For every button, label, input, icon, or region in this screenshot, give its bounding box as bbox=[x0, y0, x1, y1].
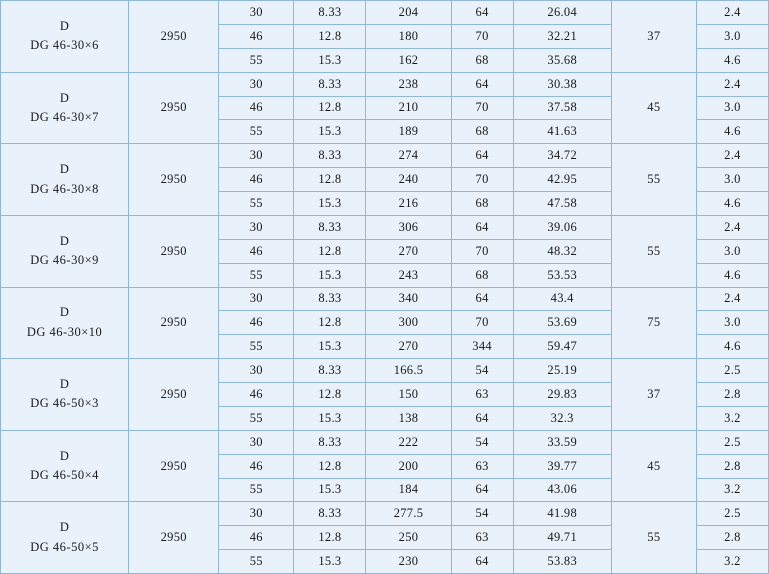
pump-model-name: DG 46-50×5 bbox=[30, 539, 99, 554]
weight-cell: 3.2 bbox=[696, 478, 768, 502]
power-cell: 43.06 bbox=[513, 478, 611, 502]
flow-cell: 55 bbox=[219, 263, 294, 287]
rotation-speed-cell: 2950 bbox=[129, 215, 219, 287]
power-cell: 49.71 bbox=[513, 526, 611, 550]
head-cell: 15.3 bbox=[294, 335, 366, 359]
pump-model-name: DG 46-30×8 bbox=[30, 181, 99, 196]
power-cell: 35.68 bbox=[513, 48, 611, 72]
weight-cell: 2.4 bbox=[696, 215, 768, 239]
pump-model-cell bbox=[1, 359, 129, 431]
weight-cell: 2.8 bbox=[696, 526, 768, 550]
table-row bbox=[1, 502, 769, 526]
efficiency-cell: 68 bbox=[451, 263, 513, 287]
weight-cell: 3.0 bbox=[696, 239, 768, 263]
power-cell: 39.77 bbox=[513, 454, 611, 478]
flow-cell: 55 bbox=[219, 478, 294, 502]
pump-model-prefix: D bbox=[59, 520, 70, 535]
lift-cell: 138 bbox=[366, 406, 451, 430]
flow-cell: 55 bbox=[219, 335, 294, 359]
power-cell: 34.72 bbox=[513, 144, 611, 168]
power-cell: 42.95 bbox=[513, 168, 611, 192]
pump-model-name: DG 46-30×9 bbox=[30, 253, 99, 268]
weight-cell: 3.0 bbox=[696, 168, 768, 192]
head-cell: 8.33 bbox=[294, 144, 366, 168]
weight-cell: 3.0 bbox=[696, 96, 768, 120]
efficiency-cell: 64 bbox=[451, 287, 513, 311]
flow-cell: 30 bbox=[219, 287, 294, 311]
power-cell: 43.4 bbox=[513, 287, 611, 311]
weight-cell: 3.2 bbox=[696, 406, 768, 430]
efficiency-cell: 64 bbox=[451, 406, 513, 430]
flow-cell: 55 bbox=[219, 550, 294, 574]
lift-cell: 162 bbox=[366, 48, 451, 72]
head-cell: 15.3 bbox=[294, 263, 366, 287]
table-row bbox=[1, 215, 769, 239]
weight-cell: 3.0 bbox=[696, 24, 768, 48]
lift-cell: 150 bbox=[366, 383, 451, 407]
head-cell: 12.8 bbox=[294, 454, 366, 478]
weight-cell: 2.5 bbox=[696, 430, 768, 454]
flow-cell: 30 bbox=[219, 1, 294, 25]
power-cell: 47.58 bbox=[513, 192, 611, 216]
power-cell: 30.38 bbox=[513, 72, 611, 96]
lift-cell: 216 bbox=[366, 192, 451, 216]
lift-cell: 270 bbox=[366, 335, 451, 359]
weight-cell: 2.4 bbox=[696, 287, 768, 311]
flow-cell: 46 bbox=[219, 311, 294, 335]
flow-cell: 46 bbox=[219, 96, 294, 120]
flow-cell: 46 bbox=[219, 168, 294, 192]
flow-cell: 55 bbox=[219, 192, 294, 216]
efficiency-cell: 68 bbox=[451, 192, 513, 216]
head-cell: 8.33 bbox=[294, 502, 366, 526]
rotation-speed-cell: 2950 bbox=[129, 1, 219, 73]
flow-cell: 30 bbox=[219, 215, 294, 239]
motor-power-cell: 45 bbox=[611, 72, 696, 144]
lift-cell: 200 bbox=[366, 454, 451, 478]
motor-power-cell: 37 bbox=[611, 1, 696, 73]
pump-model-prefix: D bbox=[59, 233, 70, 248]
pump-model-cell bbox=[1, 430, 129, 502]
efficiency-cell: 64 bbox=[451, 478, 513, 502]
efficiency-cell: 70 bbox=[451, 24, 513, 48]
flow-cell: 46 bbox=[219, 383, 294, 407]
lift-cell: 340 bbox=[366, 287, 451, 311]
flow-cell: 46 bbox=[219, 24, 294, 48]
motor-power-cell: 55 bbox=[611, 144, 696, 216]
head-cell: 15.3 bbox=[294, 550, 366, 574]
lift-cell: 238 bbox=[366, 72, 451, 96]
pump-model-prefix: D bbox=[59, 305, 70, 320]
power-cell: 41.98 bbox=[513, 502, 611, 526]
rotation-speed-cell: 2950 bbox=[129, 72, 219, 144]
lift-cell: 270 bbox=[366, 239, 451, 263]
power-cell: 26.04 bbox=[513, 1, 611, 25]
weight-cell: 2.5 bbox=[696, 359, 768, 383]
pump-model-prefix: D bbox=[59, 90, 70, 105]
head-cell: 12.8 bbox=[294, 96, 366, 120]
flow-cell: 46 bbox=[219, 239, 294, 263]
flow-cell: 30 bbox=[219, 359, 294, 383]
power-cell: 41.63 bbox=[513, 120, 611, 144]
pump-model-cell bbox=[1, 287, 129, 359]
efficiency-cell: 64 bbox=[451, 144, 513, 168]
flow-cell: 30 bbox=[219, 430, 294, 454]
pump-model-name: DG 46-30×10 bbox=[26, 324, 103, 339]
efficiency-cell: 63 bbox=[451, 383, 513, 407]
power-cell: 59.47 bbox=[513, 335, 611, 359]
weight-cell: 2.4 bbox=[696, 1, 768, 25]
efficiency-cell: 54 bbox=[451, 359, 513, 383]
head-cell: 12.8 bbox=[294, 239, 366, 263]
pump-model-prefix: D bbox=[59, 377, 70, 392]
lift-cell: 189 bbox=[366, 120, 451, 144]
head-cell: 8.33 bbox=[294, 1, 366, 25]
power-cell: 32.21 bbox=[513, 24, 611, 48]
lift-cell: 274 bbox=[366, 144, 451, 168]
motor-power-cell: 75 bbox=[611, 287, 696, 359]
efficiency-cell: 54 bbox=[451, 430, 513, 454]
pump-model-cell bbox=[1, 72, 129, 144]
motor-power-cell: 45 bbox=[611, 430, 696, 502]
efficiency-cell: 54 bbox=[451, 502, 513, 526]
head-cell: 12.8 bbox=[294, 168, 366, 192]
pump-model-cell bbox=[1, 502, 129, 574]
lift-cell: 300 bbox=[366, 311, 451, 335]
lift-cell: 250 bbox=[366, 526, 451, 550]
pump-model-name: DG 46-30×6 bbox=[30, 38, 99, 53]
table-row bbox=[1, 144, 769, 168]
weight-cell: 4.6 bbox=[696, 192, 768, 216]
pump-model-cell bbox=[1, 215, 129, 287]
power-cell: 29.83 bbox=[513, 383, 611, 407]
table-row bbox=[1, 72, 769, 96]
efficiency-cell: 64 bbox=[451, 1, 513, 25]
power-cell: 53.53 bbox=[513, 263, 611, 287]
power-cell: 33.59 bbox=[513, 430, 611, 454]
pump-model-prefix: D bbox=[59, 18, 70, 33]
efficiency-cell: 64 bbox=[451, 72, 513, 96]
rotation-speed-cell: 2950 bbox=[129, 287, 219, 359]
pump-model-name: DG 46-50×4 bbox=[30, 468, 99, 483]
table-row bbox=[1, 430, 769, 454]
lift-cell: 180 bbox=[366, 24, 451, 48]
table-row bbox=[1, 359, 769, 383]
head-cell: 15.3 bbox=[294, 406, 366, 430]
power-cell: 39.06 bbox=[513, 215, 611, 239]
head-cell: 12.8 bbox=[294, 383, 366, 407]
weight-cell: 2.8 bbox=[696, 454, 768, 478]
pump-model-cell bbox=[1, 144, 129, 216]
flow-cell: 30 bbox=[219, 502, 294, 526]
power-cell: 32.3 bbox=[513, 406, 611, 430]
weight-cell: 4.6 bbox=[696, 120, 768, 144]
head-cell: 12.8 bbox=[294, 24, 366, 48]
pump-model-prefix: D bbox=[59, 448, 70, 463]
power-cell: 25.19 bbox=[513, 359, 611, 383]
head-cell: 15.3 bbox=[294, 192, 366, 216]
efficiency-cell: 344 bbox=[451, 335, 513, 359]
head-cell: 8.33 bbox=[294, 215, 366, 239]
weight-cell: 2.8 bbox=[696, 383, 768, 407]
rotation-speed-cell: 2950 bbox=[129, 144, 219, 216]
efficiency-cell: 64 bbox=[451, 215, 513, 239]
motor-power-cell: 55 bbox=[611, 502, 696, 574]
flow-cell: 46 bbox=[219, 454, 294, 478]
weight-cell: 4.6 bbox=[696, 335, 768, 359]
pump-model-name: DG 46-30×7 bbox=[30, 109, 99, 124]
motor-power-cell: 37 bbox=[611, 359, 696, 431]
lift-cell: 277.5 bbox=[366, 502, 451, 526]
efficiency-cell: 63 bbox=[451, 526, 513, 550]
table-row bbox=[1, 1, 769, 25]
efficiency-cell: 68 bbox=[451, 120, 513, 144]
head-cell: 15.3 bbox=[294, 48, 366, 72]
lift-cell: 243 bbox=[366, 263, 451, 287]
efficiency-cell: 70 bbox=[451, 96, 513, 120]
rotation-speed-cell: 2950 bbox=[129, 430, 219, 502]
motor-power-cell: 55 bbox=[611, 215, 696, 287]
flow-cell: 55 bbox=[219, 48, 294, 72]
pump-model-name: DG 46-50×3 bbox=[30, 396, 99, 411]
head-cell: 12.8 bbox=[294, 526, 366, 550]
head-cell: 8.33 bbox=[294, 287, 366, 311]
flow-cell: 30 bbox=[219, 144, 294, 168]
lift-cell: 184 bbox=[366, 478, 451, 502]
weight-cell: 2.4 bbox=[696, 72, 768, 96]
weight-cell: 3.2 bbox=[696, 550, 768, 574]
weight-cell: 2.4 bbox=[696, 144, 768, 168]
head-cell: 8.33 bbox=[294, 72, 366, 96]
flow-cell: 55 bbox=[219, 406, 294, 430]
head-cell: 12.8 bbox=[294, 311, 366, 335]
efficiency-cell: 64 bbox=[451, 550, 513, 574]
pump-model-prefix: D bbox=[59, 162, 70, 177]
head-cell: 8.33 bbox=[294, 430, 366, 454]
efficiency-cell: 63 bbox=[451, 454, 513, 478]
lift-cell: 230 bbox=[366, 550, 451, 574]
pump-model-cell bbox=[1, 1, 129, 73]
weight-cell: 4.6 bbox=[696, 263, 768, 287]
power-cell: 37.58 bbox=[513, 96, 611, 120]
efficiency-cell: 70 bbox=[451, 311, 513, 335]
weight-cell: 4.6 bbox=[696, 48, 768, 72]
lift-cell: 240 bbox=[366, 168, 451, 192]
head-cell: 8.33 bbox=[294, 359, 366, 383]
weight-cell: 3.0 bbox=[696, 311, 768, 335]
rotation-speed-cell: 2950 bbox=[129, 502, 219, 574]
power-cell: 53.83 bbox=[513, 550, 611, 574]
lift-cell: 204 bbox=[366, 1, 451, 25]
lift-cell: 166.5 bbox=[366, 359, 451, 383]
flow-cell: 30 bbox=[219, 72, 294, 96]
rotation-speed-cell: 2950 bbox=[129, 359, 219, 431]
weight-cell: 2.5 bbox=[696, 502, 768, 526]
flow-cell: 46 bbox=[219, 526, 294, 550]
efficiency-cell: 68 bbox=[451, 48, 513, 72]
efficiency-cell: 70 bbox=[451, 239, 513, 263]
power-cell: 48.32 bbox=[513, 239, 611, 263]
table-row bbox=[1, 287, 769, 311]
efficiency-cell: 70 bbox=[451, 168, 513, 192]
head-cell: 15.3 bbox=[294, 478, 366, 502]
lift-cell: 306 bbox=[366, 215, 451, 239]
flow-cell: 55 bbox=[219, 120, 294, 144]
power-cell: 53.69 bbox=[513, 311, 611, 335]
head-cell: 15.3 bbox=[294, 120, 366, 144]
lift-cell: 222 bbox=[366, 430, 451, 454]
lift-cell: 210 bbox=[366, 96, 451, 120]
